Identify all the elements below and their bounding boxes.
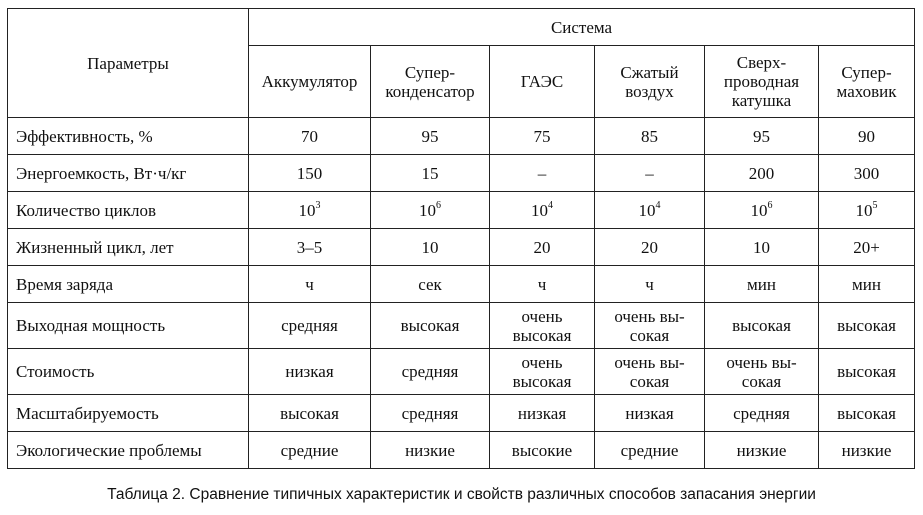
cell-value: очень вы- сокая <box>614 306 685 345</box>
cell-value: очень вы- сокая <box>614 352 685 391</box>
table-cell <box>595 266 705 303</box>
table-cell <box>371 349 490 395</box>
table-cell <box>371 432 490 469</box>
cell-value: 10 <box>298 200 316 220</box>
table-cell <box>705 155 819 192</box>
cell-value: средние <box>620 440 679 460</box>
system-compressed-air: Сжатый воздух <box>595 46 705 118</box>
system-pumped-hydro: ГАЭС <box>490 46 595 118</box>
table-cell <box>705 303 819 349</box>
cell-value: 10 <box>750 200 768 220</box>
cell-value: средние <box>280 440 339 460</box>
cell-value: высокая <box>837 403 896 423</box>
cell-exponent: 6 <box>767 199 773 211</box>
table-cell <box>819 118 915 155</box>
cell-value: ч <box>645 274 654 294</box>
table-row <box>8 229 915 266</box>
cell-value: 10 <box>855 200 873 220</box>
cell-value: средняя <box>401 362 459 381</box>
table-cell <box>249 266 371 303</box>
table-cell <box>490 229 595 266</box>
row-parameter: Эффективность, % <box>8 118 249 155</box>
row-parameter: Время заряда <box>8 266 249 303</box>
row-parameter: Масштабируемость <box>8 395 249 432</box>
table-cell <box>819 395 915 432</box>
table-cell <box>371 229 490 266</box>
cell-value: – <box>537 163 547 183</box>
cell-value: очень высокая <box>512 306 572 345</box>
table-cell <box>490 155 595 192</box>
table-cell <box>490 192 595 229</box>
cell-value: 10 <box>419 200 436 220</box>
row-parameter: Количество циклов <box>8 192 249 229</box>
cell-exponent: 4 <box>548 199 553 211</box>
cell-value: 85 <box>641 126 658 146</box>
cell-value: 3–5 <box>296 237 323 257</box>
cell-value: 20 <box>533 237 551 257</box>
cell-value: 20 <box>641 237 658 257</box>
table-cell <box>249 118 371 155</box>
table-cell <box>819 192 915 229</box>
cell-value: высокие <box>511 440 573 460</box>
header-row-top <box>8 9 915 46</box>
header-params: Параметры <box>8 9 249 118</box>
table-cell <box>705 118 819 155</box>
comparison-table <box>7 8 915 469</box>
table-cell <box>371 118 490 155</box>
system-accumulator: Аккумулятор <box>249 46 371 118</box>
table-cell <box>595 303 705 349</box>
cell-value: 75 <box>533 126 551 146</box>
table-cell <box>371 155 490 192</box>
table-cell <box>371 395 490 432</box>
row-parameter: Экологические проблемы <box>8 432 249 469</box>
cell-value: 150 <box>296 163 323 183</box>
table-row <box>8 432 915 469</box>
table-cell <box>490 303 595 349</box>
table-cell <box>819 229 915 266</box>
cell-value: 95 <box>753 126 770 146</box>
table-cell <box>705 229 819 266</box>
cell-value: 10 <box>638 200 656 220</box>
cell-value: высокая <box>732 316 791 335</box>
table-body <box>8 118 915 469</box>
cell-value: 70 <box>301 126 318 146</box>
cell-value: 90 <box>858 126 876 146</box>
cell-value: высокая <box>837 316 896 335</box>
table-cell <box>595 155 705 192</box>
system-superflywheel: Супер- маховик <box>819 46 915 118</box>
cell-value: ч <box>537 274 547 294</box>
table-cell <box>819 266 915 303</box>
cell-value: очень вы- сокая <box>726 352 797 391</box>
table-cell <box>249 192 371 229</box>
table-cell <box>595 432 705 469</box>
cell-value: 10 <box>531 200 548 220</box>
table-cell <box>595 118 705 155</box>
table-cell <box>705 266 819 303</box>
cell-value: сек <box>418 274 442 294</box>
header-system: Система <box>249 9 915 46</box>
cell-value: высокая <box>400 316 460 335</box>
system-superconducting-coil: Сверх- проводная катушка <box>705 46 819 118</box>
table-cell <box>249 155 371 192</box>
cell-value: мин <box>747 274 776 294</box>
table-cell <box>490 432 595 469</box>
cell-value: 95 <box>421 126 439 146</box>
row-parameter: Стоимость <box>8 349 249 395</box>
table-cell <box>819 303 915 349</box>
table-cell <box>371 192 490 229</box>
cell-value: 20+ <box>853 237 880 257</box>
cell-value: средняя <box>401 403 459 423</box>
cell-value: низкие <box>841 440 892 460</box>
table-cell <box>705 192 819 229</box>
cell-value: ч <box>305 274 314 294</box>
cell-exponent: 6 <box>436 199 441 211</box>
table-cell <box>819 432 915 469</box>
table-cell <box>595 395 705 432</box>
table-cell <box>595 192 705 229</box>
cell-value: 10 <box>753 237 770 257</box>
cell-value: средняя <box>281 316 338 335</box>
table-cell <box>249 432 371 469</box>
table-cell <box>705 432 819 469</box>
table-cell <box>371 266 490 303</box>
cell-value: 15 <box>421 163 439 183</box>
table-cell <box>595 349 705 395</box>
cell-value: – <box>645 163 654 183</box>
row-parameter: Жизненный цикл, лет <box>8 229 249 266</box>
cell-value: низкие <box>736 440 787 460</box>
cell-value: низкая <box>625 403 674 423</box>
cell-exponent: 3 <box>315 199 321 211</box>
cell-value: средняя <box>733 403 790 423</box>
row-parameter: Выходная мощность <box>8 303 249 349</box>
system-supercapacitor: Супер- конденсатор <box>371 46 490 118</box>
cell-value: 200 <box>748 163 775 183</box>
row-parameter: Энергоемкость, Вт·ч/кг <box>8 155 249 192</box>
table-row <box>8 266 915 303</box>
cell-value: 300 <box>853 163 880 183</box>
table-cell <box>371 303 490 349</box>
table-cell <box>490 395 595 432</box>
table-cell <box>705 349 819 395</box>
table-cell <box>249 349 371 395</box>
table-caption: Таблица 2. Сравнение типичных характеристик и свойств различных способов запасания энергии <box>107 486 816 503</box>
cell-exponent: 5 <box>872 199 878 211</box>
table-row <box>8 349 915 395</box>
cell-value: низкая <box>285 362 334 381</box>
table-cell <box>819 349 915 395</box>
table-cell <box>249 229 371 266</box>
table-row <box>8 155 915 192</box>
cell-exponent: 4 <box>655 199 661 211</box>
table-cell <box>490 349 595 395</box>
table-cell <box>490 118 595 155</box>
table-row <box>8 192 915 229</box>
cell-value: низкая <box>517 403 567 423</box>
table-row <box>8 118 915 155</box>
cell-value: высокая <box>837 362 896 381</box>
table-cell <box>249 395 371 432</box>
table-cell <box>595 229 705 266</box>
table-cell <box>819 155 915 192</box>
table-row <box>8 395 915 432</box>
cell-value: высокая <box>280 403 339 423</box>
table-cell <box>249 303 371 349</box>
cell-value: очень высокая <box>512 352 572 391</box>
cell-value: мин <box>852 274 881 294</box>
table-row <box>8 303 915 349</box>
cell-value: 10 <box>421 237 439 257</box>
table-cell <box>705 395 819 432</box>
cell-value: низкие <box>405 440 455 460</box>
table-cell <box>490 266 595 303</box>
